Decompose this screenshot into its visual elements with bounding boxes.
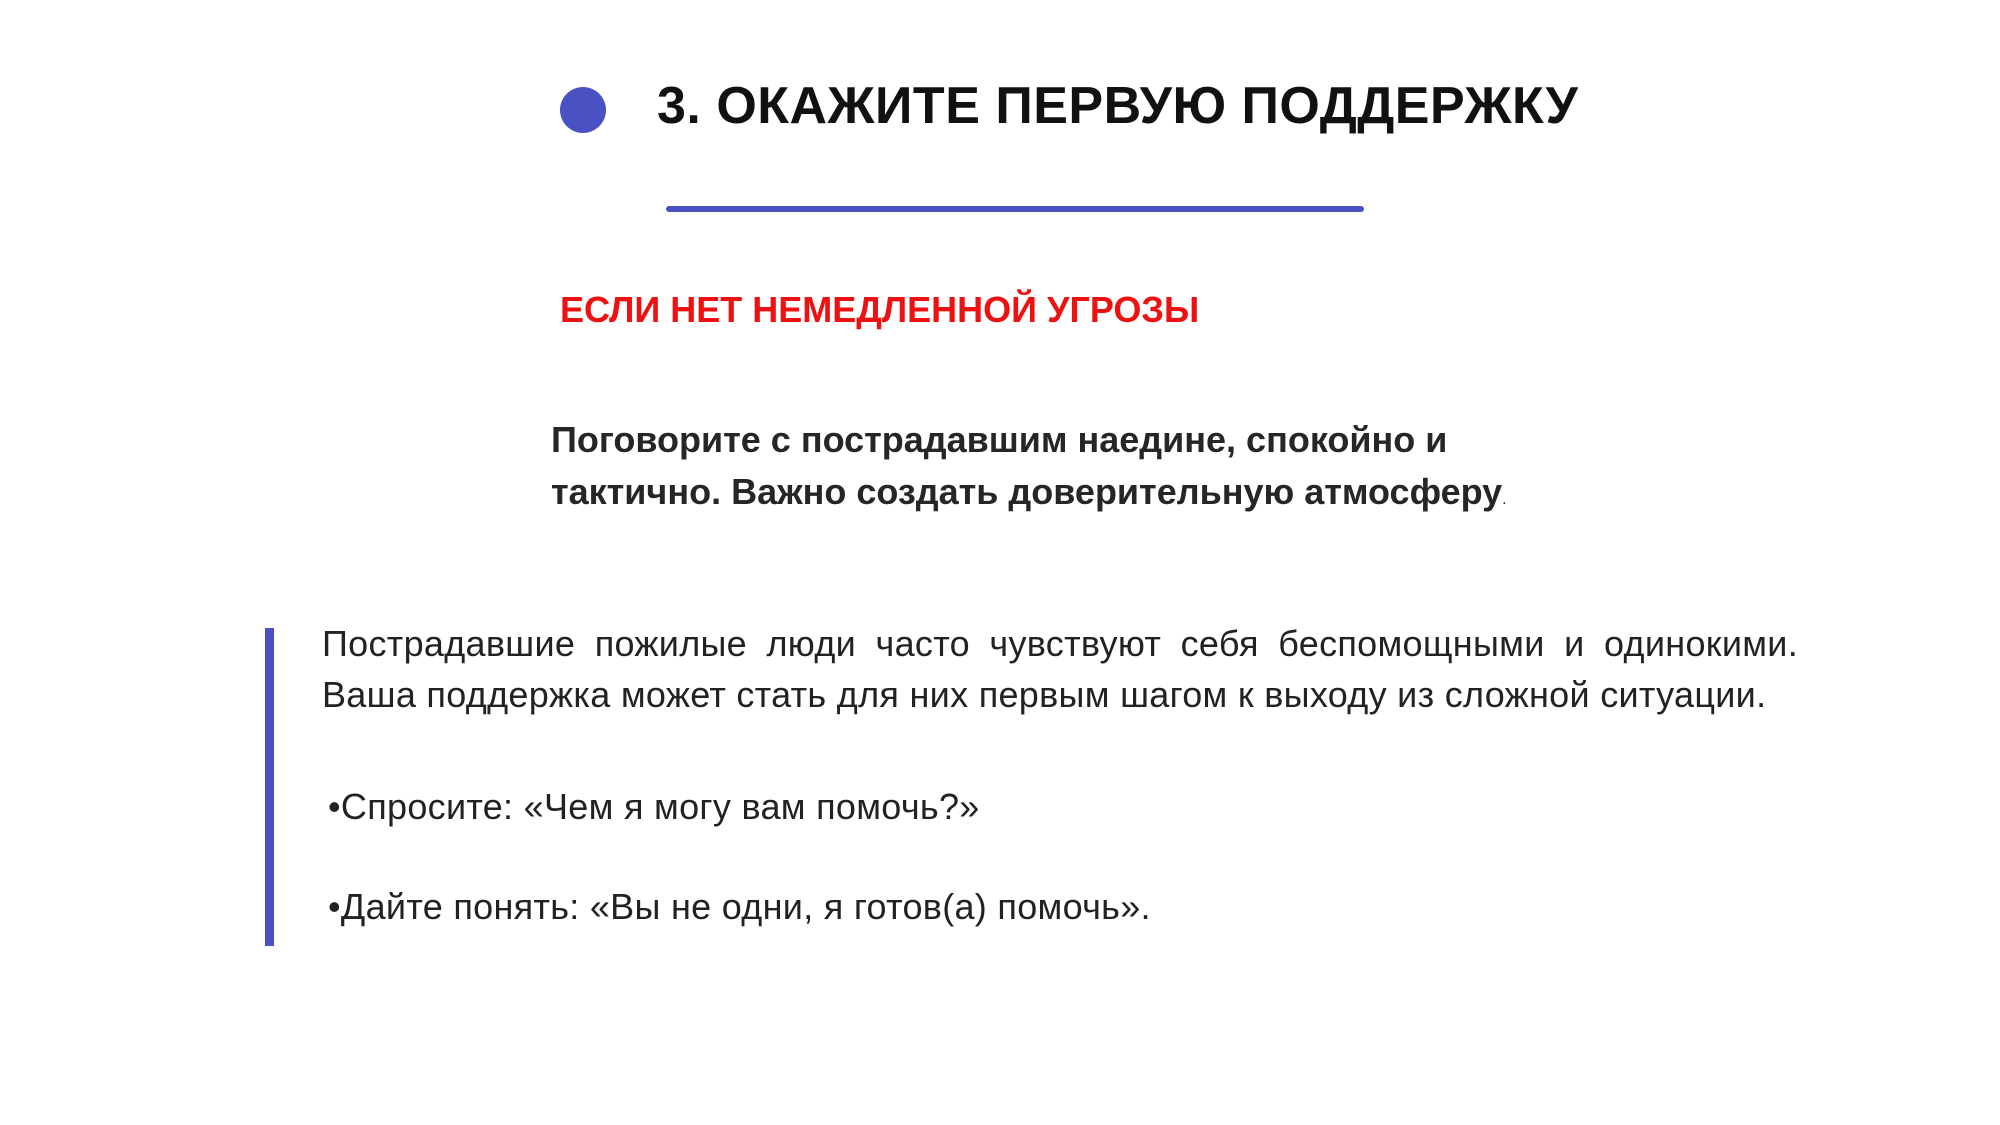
warning-subtitle: ЕСЛИ НЕТ НЕМЕДЛЕННОЙ УГРОЗЫ <box>560 289 1200 330</box>
lead-period: . <box>1502 491 1507 508</box>
lead-line-1: Поговорите с пострадавшим наедине, спокойно и <box>551 419 1448 460</box>
title-underline <box>666 206 1364 212</box>
bullet-reassure: •Дайте понять: «Вы не одни, я готов(а) помочь». <box>328 886 1151 927</box>
bullet-ask: •Спросите: «Чем я могу вам помочь?» <box>328 786 980 827</box>
slide-title: 3. ОКАЖИТЕ ПЕРВУЮ ПОДДЕРЖКУ <box>657 77 1579 135</box>
title-bullet-dot <box>560 87 606 133</box>
lead-line-2: тактично. Важно создать доверительную атмосферу <box>551 471 1503 512</box>
quote-paragraph: Пострадавшие пожилые люди часто чувствуют себя беспомощными и одинокими. Ваша поддержка может стать для них первым шагом к выходу из сложной ситуации. <box>322 623 1798 715</box>
lead-text <box>551 414 1507 526</box>
quote-accent-bar <box>265 628 274 946</box>
